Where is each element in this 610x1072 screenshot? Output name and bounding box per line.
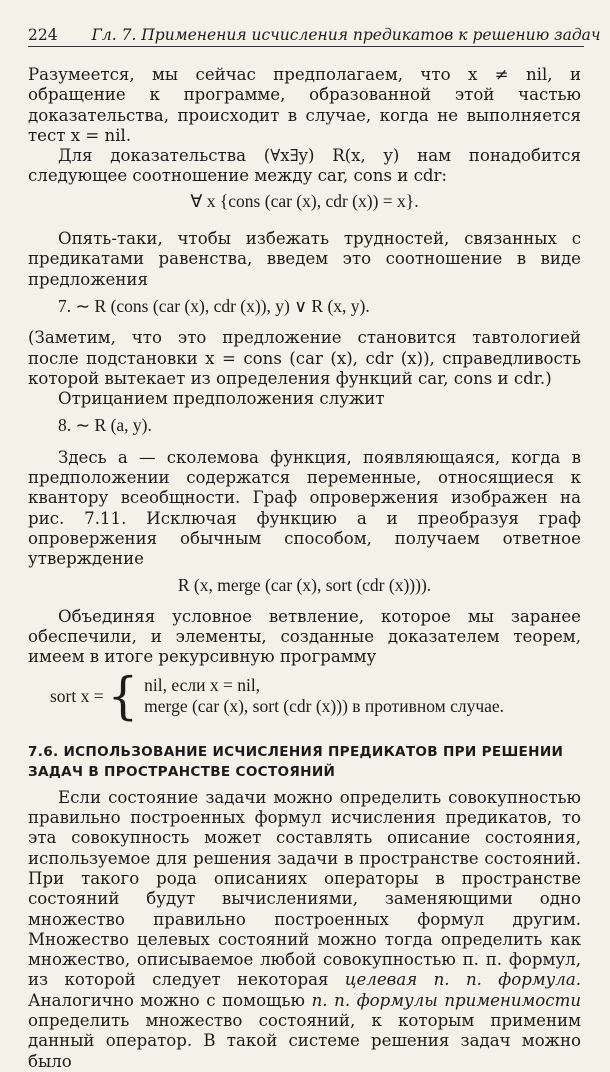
program-lhs: sort x = bbox=[50, 685, 104, 706]
running-title: Гл. 7. Применения исчисления предикатов к решению задач bbox=[91, 26, 601, 44]
section-heading: 7.6. ИСПОЛЬЗОВАНИЕ ИСЧИСЛЕНИЯ ПРЕДИКАТОВ ПРИ РЕШЕНИИ ЗАДАЧ В ПРОСТРАНСТВЕ СОСТОЯНИЙ bbox=[28, 743, 564, 780]
page-number: 224 bbox=[28, 26, 58, 44]
program-cases bbox=[144, 675, 504, 716]
program-case-1: nil, если x = nil, bbox=[144, 675, 261, 696]
section-paragraph bbox=[28, 788, 581, 1072]
paragraph-7: Объединяя условное ветвление, которое мы заранее обеспечили, и элементы, созданные доказателем теорем, имеем в итоге рекурсивную программу bbox=[28, 606, 581, 667]
answer-statement: R (x, merge (car (x), sort (cdr (x)))). bbox=[177, 574, 432, 595]
term-applicability-formula: п. п. формулы применимости bbox=[311, 990, 582, 1010]
recursive-program bbox=[50, 666, 581, 726]
clause-7: 7. ∼ R (cons (car (x), cdr (x)), y) ∨ R (x, y). bbox=[58, 295, 370, 316]
section-text-c: определить множество состояний, к которым применим данный оператор. В такой системе решения задач можно было bbox=[28, 1010, 581, 1071]
paragraph-1: Разумеется, мы сейчас предполагаем, что x ≠ nil, и обращение к программе, образованной этой частью доказательства, происходит в случае, когда не выполняется тест x = nil. bbox=[28, 65, 581, 145]
program-case-2: merge (car (x), sort (cdr (x))) в противном случае. bbox=[144, 695, 505, 716]
brace-icon: { bbox=[107, 666, 139, 726]
paragraph-5: Отрицанием предположения служит bbox=[58, 389, 385, 409]
clause-8: 8. ∼ R (a, y). bbox=[58, 415, 152, 436]
paragraph-4: (Заметим, что это предложение становится тавтологией после подстановки x = cons (car (x), cdr (x)), справедливость которой вытекает из определения функций car, cons и cdr.) bbox=[28, 328, 581, 388]
running-header bbox=[28, 26, 601, 47]
section-text-a: Если состояние задачи можно определить совокупностью правильно построенных формул исчисления предикатов, то эта совокупность может составлять описание состояния, используемое для решения задачи в пространстве состояний. При такого рода описаниях операторы в пространстве состояний будут вычислениями, заменяющими одно множество правильно построенных формул другим. Множество целевых состояний можно тогда определить как множество, описываемое любой совокупностью п. п. формул, из которой следует некоторая bbox=[28, 787, 581, 990]
term-goal-formula: целевая п. п. формула. bbox=[344, 970, 581, 990]
page-body bbox=[28, 65, 581, 1072]
paragraph-6: Здесь a — сколемова функция, появляющаяся, когда в предположении содержатся переменные, относящиеся к квантору всеобщности. Граф опровержения изображен на рис. 7.11. Исключая функцию a и преобразуя граф опровержения обычным способом, получаем ответное утверждение bbox=[28, 447, 581, 569]
section-text-b: Аналогично можно с помощью bbox=[28, 990, 305, 1010]
paragraph-2: Для доказательства (∀x∃y) R(x, y) нам понадобится следующее соотношение между car, cons и cdr: bbox=[28, 146, 581, 186]
equation-cons: ∀ x {cons (car (x), cdr (x)) = x}. bbox=[190, 190, 419, 211]
paragraph-3: Опять-таки, чтобы избежать трудностей, связанных с предикатами равенства, введем это соотношение в виде предложения bbox=[28, 229, 581, 289]
